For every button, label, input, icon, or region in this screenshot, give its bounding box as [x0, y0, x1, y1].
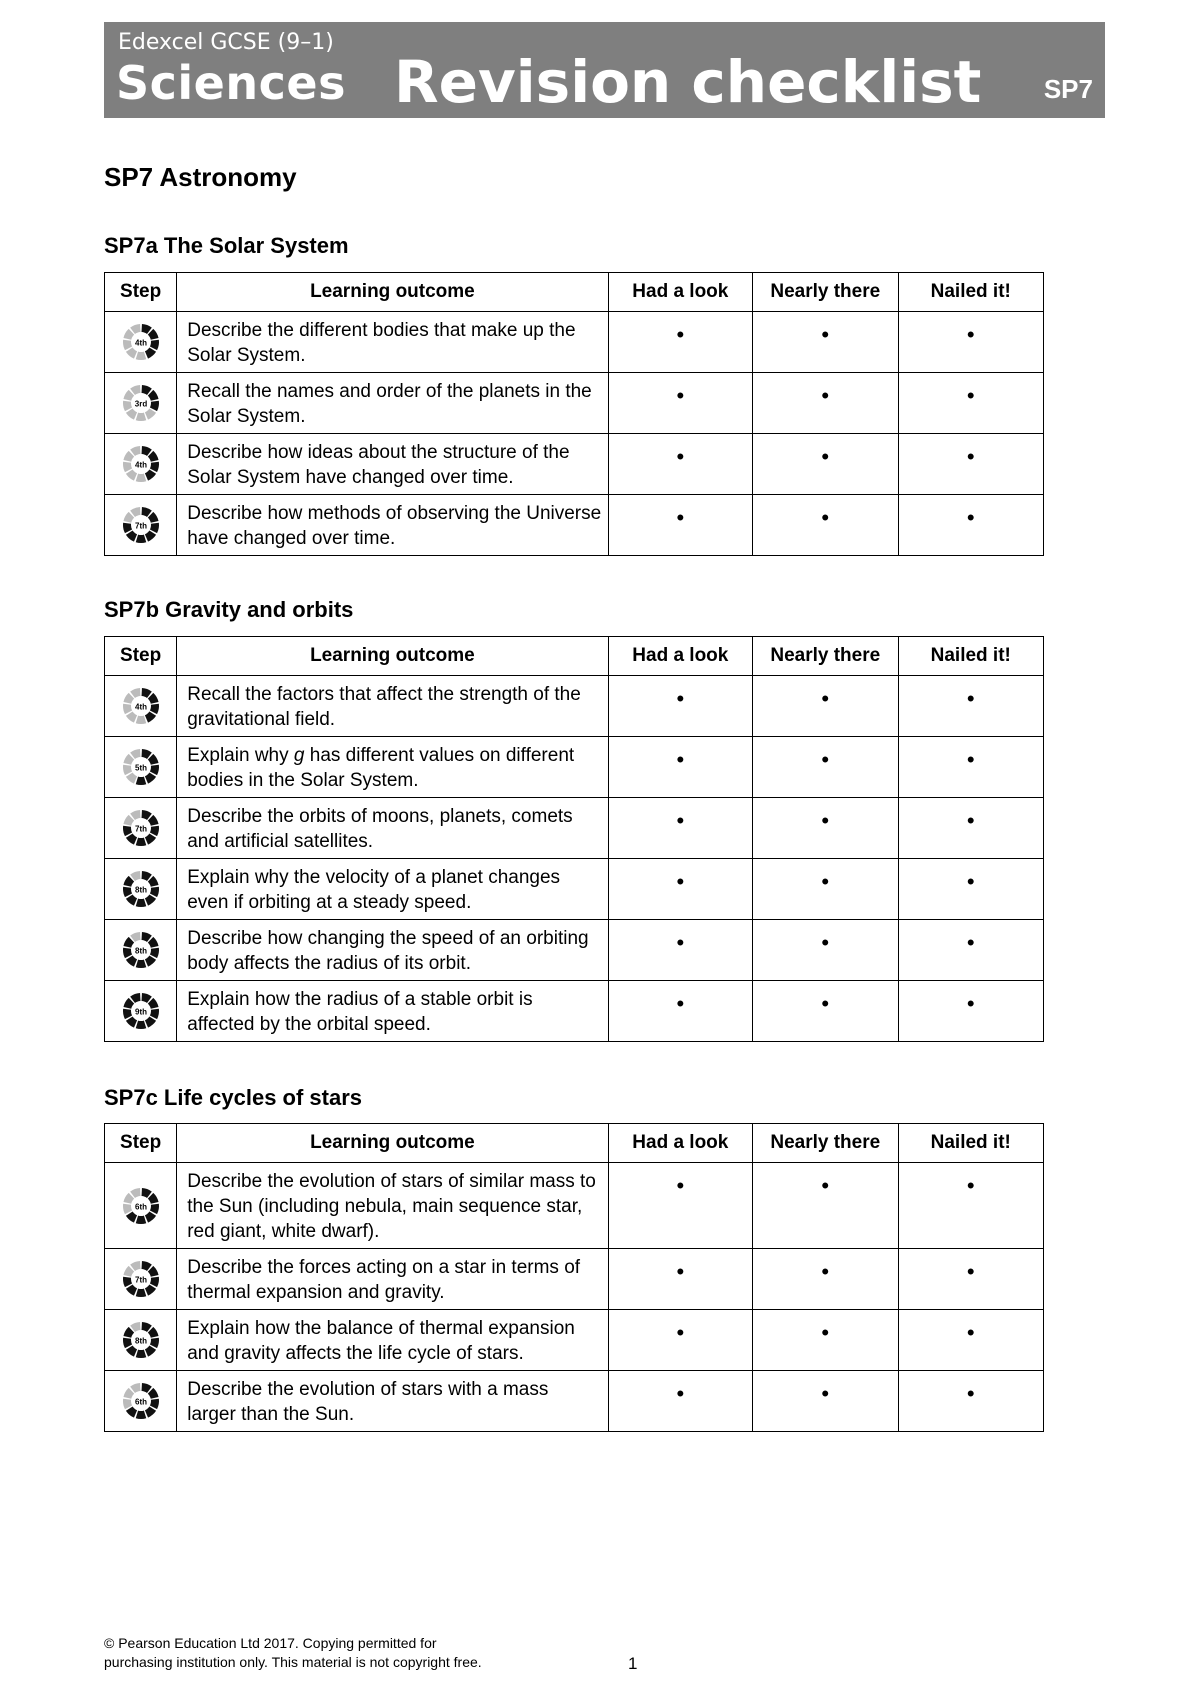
step-wheel-segment [145, 1211, 156, 1222]
col-header-nearly-there: Nearly there [753, 637, 898, 676]
nearly-there-checkbox[interactable] [753, 1371, 898, 1432]
table-header-row [105, 637, 1044, 676]
copyright-line-2: purchasing institution only. This material is not copyright free. [104, 1654, 482, 1670]
had-a-look-checkbox[interactable] [608, 920, 752, 981]
step-wheel-segment [123, 826, 132, 836]
step-wheel-segment [135, 1411, 146, 1419]
copyright-line-1: © Pearson Education Ltd 2017. Copying permitted for [104, 1635, 437, 1651]
nearly-there-checkbox[interactable] [753, 920, 898, 981]
bullet-marker: • [966, 505, 975, 530]
learning-outcome-cell [177, 981, 608, 1042]
nailed-it-checkbox[interactable] [898, 981, 1044, 1042]
exam-name: Edexcel GCSE (9–1) [118, 30, 334, 55]
step-cell [105, 495, 177, 556]
step-cell [105, 1310, 177, 1371]
step-wheel-segment [126, 894, 137, 905]
nearly-there-checkbox[interactable] [753, 373, 898, 434]
checklist-row [105, 434, 1044, 495]
bullet-marker: • [966, 1259, 975, 1284]
nailed-it-checkbox[interactable] [898, 1310, 1044, 1371]
had-a-look-checkbox[interactable] [608, 798, 752, 859]
bullet-marker: • [966, 991, 975, 1016]
learning-outcome-text: g [293, 745, 305, 766]
step-level-text: 8th [134, 946, 147, 956]
col-header-had-a-look: Had a look [608, 273, 752, 312]
bullet-marker: • [966, 747, 975, 772]
bullet-marker: • [821, 1173, 830, 1198]
step-wheel-segment [123, 1277, 132, 1287]
bullet-marker: • [966, 869, 975, 894]
nearly-there-checkbox[interactable] [753, 1163, 898, 1249]
nearly-there-checkbox[interactable] [753, 676, 898, 737]
step-wheel-segment [145, 408, 156, 419]
nearly-there-checkbox[interactable] [753, 1249, 898, 1310]
col-header-nearly-there: Nearly there [753, 1124, 898, 1163]
bullet-marker: • [821, 505, 830, 530]
col-header-had-a-look: Had a look [608, 1124, 752, 1163]
step-cell [105, 798, 177, 859]
learning-outcome-text: Describe how changing the speed of an orbiting body affects the radius of its orbit. [187, 928, 589, 974]
had-a-look-checkbox[interactable] [608, 737, 752, 798]
checklist-row [105, 798, 1044, 859]
step-wheel-segment [126, 1406, 137, 1417]
nearly-there-checkbox[interactable] [753, 312, 898, 373]
bullet-marker: • [821, 869, 830, 894]
step-cell [105, 981, 177, 1042]
step-wheel-segment [126, 469, 137, 480]
step-wheel-segment [150, 1203, 159, 1213]
learning-outcome-text: Describe the evolution of stars with a mass larger than the Sun. [187, 1379, 549, 1425]
step-wheel-segment [145, 711, 156, 722]
col-header-outcome: Learning outcome [177, 1124, 608, 1163]
step-wheel-segment [123, 1203, 132, 1213]
learning-outcome-text: Explain how the balance of thermal expansion and gravity affects the life cycle of stars. [187, 1318, 575, 1364]
step-level-text: 7th [134, 521, 147, 531]
step-wheel-segment [150, 1009, 159, 1019]
checklist-row [105, 920, 1044, 981]
nailed-it-checkbox[interactable] [898, 676, 1044, 737]
bullet-marker: • [966, 686, 975, 711]
step-cell [105, 373, 177, 434]
bullet-marker: • [821, 322, 830, 347]
checklist-row [105, 373, 1044, 434]
had-a-look-checkbox[interactable] [608, 1371, 752, 1432]
had-a-look-checkbox[interactable] [608, 495, 752, 556]
bullet-marker: • [821, 747, 830, 772]
nailed-it-checkbox[interactable] [898, 312, 1044, 373]
step-wheel-segment [135, 1021, 146, 1029]
step-wheel-segment [145, 894, 156, 905]
step-cell [105, 434, 177, 495]
learning-outcome-text: Explain why the velocity of a planet changes even if orbiting at a steady speed. [187, 867, 561, 913]
header-banner [104, 22, 1105, 118]
page-number: 1 [628, 1654, 638, 1673]
had-a-look-checkbox[interactable] [608, 1249, 752, 1310]
step-wheel-segment [123, 1338, 132, 1348]
learning-outcome-cell [177, 1310, 608, 1371]
learning-outcome-text: Describe the evolution of stars of similar mass to the Sun (including nebula, main sequence star, red giant, white dwarf). [187, 1171, 596, 1242]
step-wheel-segment [145, 955, 156, 966]
step-wheel-segment [145, 1406, 156, 1417]
section-heading-sp7b: SP7b Gravity and orbits [104, 597, 354, 622]
col-header-step: Step [105, 1124, 177, 1163]
checklist-row [105, 859, 1044, 920]
bullet-marker: • [966, 930, 975, 955]
learning-outcome-cell [177, 798, 608, 859]
learning-outcome-text: Explain how the radius of a stable orbit is affected by the orbital speed. [187, 989, 533, 1035]
step-wheel-segment [150, 1338, 159, 1348]
step-wheel-segment [145, 469, 156, 480]
step-cell [105, 312, 177, 373]
step-wheel-segment [123, 704, 132, 714]
bullet-marker: • [966, 1173, 975, 1198]
nailed-it-checkbox[interactable] [898, 373, 1044, 434]
nailed-it-checkbox[interactable] [898, 1249, 1044, 1310]
step-wheel-icon [121, 383, 161, 423]
step-wheel-icon [121, 869, 161, 909]
step-wheel-segment [135, 1289, 146, 1297]
page-title: SP7 Astronomy [104, 162, 297, 192]
step-wheel-segment [150, 401, 159, 411]
bullet-marker: • [821, 930, 830, 955]
step-wheel-segment [135, 960, 146, 968]
step-wheel-icon [121, 1186, 161, 1226]
step-level-text: 8th [134, 1336, 147, 1346]
bullet-marker: • [676, 444, 685, 469]
had-a-look-checkbox[interactable] [608, 859, 752, 920]
subject-name: Sciences [116, 56, 346, 110]
col-header-nailed-it: Nailed it! [898, 1124, 1044, 1163]
bullet-marker: • [676, 1320, 685, 1345]
step-level-text: 7th [134, 824, 147, 834]
step-wheel-icon [121, 1259, 161, 1299]
step-cell [105, 1249, 177, 1310]
step-wheel-segment [145, 772, 156, 783]
nearly-there-checkbox[interactable] [753, 798, 898, 859]
bullet-marker: • [966, 322, 975, 347]
learning-outcome-cell [177, 434, 608, 495]
learning-outcome-cell [177, 920, 608, 981]
step-cell [105, 737, 177, 798]
bullet-marker: • [966, 383, 975, 408]
step-wheel-segment [126, 1016, 137, 1027]
step-wheel-segment [145, 530, 156, 541]
checklist-row [105, 1163, 1044, 1249]
step-wheel-segment [126, 530, 137, 541]
section-heading-sp7a: SP7a The Solar System [104, 233, 349, 258]
step-wheel-segment [123, 887, 132, 897]
step-wheel-segment [123, 1009, 132, 1019]
copyright-footer [104, 1634, 482, 1672]
checklist-row [105, 981, 1044, 1042]
step-level-text: 6th [134, 1397, 147, 1407]
learning-outcome-text: Recall the factors that affect the strength of the gravitational field. [187, 684, 581, 730]
had-a-look-checkbox[interactable] [608, 676, 752, 737]
col-header-had-a-look: Had a look [608, 637, 752, 676]
step-wheel-segment [126, 1345, 137, 1356]
nailed-it-checkbox[interactable] [898, 859, 1044, 920]
step-wheel-segment [135, 777, 146, 785]
step-wheel-segment [150, 523, 159, 533]
step-wheel-segment [123, 765, 132, 775]
learning-outcome-text: has different values on different bodies in the Solar System. [187, 745, 575, 791]
step-wheel-segment [123, 401, 132, 411]
step-wheel-icon [121, 505, 161, 545]
had-a-look-checkbox[interactable] [608, 373, 752, 434]
col-header-nearly-there: Nearly there [753, 273, 898, 312]
step-wheel-icon [121, 747, 161, 787]
step-cell [105, 1163, 177, 1249]
step-wheel-icon [121, 930, 161, 970]
step-wheel-segment [135, 838, 146, 846]
step-wheel-segment [135, 716, 146, 724]
bullet-marker: • [676, 1173, 685, 1198]
bullet-marker: • [676, 808, 685, 833]
nailed-it-checkbox[interactable] [898, 737, 1044, 798]
step-wheel-segment [123, 523, 132, 533]
nearly-there-checkbox[interactable] [753, 859, 898, 920]
col-header-nailed-it: Nailed it! [898, 637, 1044, 676]
col-header-step: Step [105, 637, 177, 676]
step-wheel-segment [135, 352, 146, 360]
step-wheel-segment [145, 1016, 156, 1027]
step-wheel-segment [135, 1350, 146, 1358]
step-wheel-segment [150, 704, 159, 714]
bullet-marker: • [676, 1259, 685, 1284]
checklist-row [105, 676, 1044, 737]
step-wheel-segment [135, 474, 146, 482]
had-a-look-checkbox[interactable] [608, 312, 752, 373]
step-wheel-segment [135, 413, 146, 421]
step-wheel-segment [145, 833, 156, 844]
step-wheel-icon [121, 991, 161, 1031]
step-wheel-segment [126, 772, 137, 783]
step-wheel-segment [150, 887, 159, 897]
section-heading-sp7c: SP7c Life cycles of stars [104, 1085, 363, 1110]
bullet-marker: • [676, 322, 685, 347]
step-wheel-segment [150, 765, 159, 775]
nearly-there-checkbox[interactable] [753, 495, 898, 556]
bullet-marker: • [821, 686, 830, 711]
learning-outcome-text: Describe the orbits of moons, planets, comets and artificial satellites. [187, 806, 573, 852]
step-wheel-segment [123, 340, 132, 350]
step-level-text: 9th [134, 1007, 147, 1017]
nearly-there-checkbox[interactable] [753, 737, 898, 798]
step-wheel-segment [145, 1345, 156, 1356]
nailed-it-checkbox[interactable] [898, 1371, 1044, 1432]
step-wheel-icon [121, 444, 161, 484]
had-a-look-checkbox[interactable] [608, 1310, 752, 1371]
bullet-marker: • [966, 1381, 975, 1406]
learning-outcome-text: Describe the forces acting on a star in terms of thermal expansion and gravity. [187, 1257, 581, 1303]
bullet-marker: • [676, 383, 685, 408]
learning-outcome-text: Recall the names and order of the planets in the Solar System. [187, 381, 592, 427]
step-cell [105, 1371, 177, 1432]
had-a-look-checkbox[interactable] [608, 1163, 752, 1249]
step-wheel-icon [121, 322, 161, 362]
nailed-it-checkbox[interactable] [898, 434, 1044, 495]
checklist-row [105, 1249, 1044, 1310]
bullet-marker: • [821, 808, 830, 833]
checklist-table-sp7b [104, 636, 1044, 1042]
step-wheel-segment [126, 408, 137, 419]
learning-outcome-text: Describe how ideas about the structure of the Solar System have changed over time. [187, 442, 570, 488]
learning-outcome-text: Describe the different bodies that make up the Solar System. [187, 320, 576, 366]
bullet-marker: • [821, 383, 830, 408]
bullet-marker: • [821, 1320, 830, 1345]
bullet-marker: • [676, 991, 685, 1016]
learning-outcome-cell [177, 1371, 608, 1432]
nailed-it-checkbox[interactable] [898, 920, 1044, 981]
step-wheel-icon [121, 686, 161, 726]
step-wheel-segment [135, 1215, 146, 1223]
checklist-row [105, 495, 1044, 556]
bullet-marker: • [966, 808, 975, 833]
col-header-step: Step [105, 273, 177, 312]
bullet-marker: • [676, 505, 685, 530]
learning-outcome-cell [177, 373, 608, 434]
checklist-row [105, 737, 1044, 798]
nearly-there-checkbox[interactable] [753, 434, 898, 495]
step-cell [105, 920, 177, 981]
learning-outcome-cell [177, 1163, 608, 1249]
step-level-text: 8th [134, 885, 147, 895]
bullet-marker: • [676, 1381, 685, 1406]
table-header-row [105, 273, 1044, 312]
step-wheel-segment [150, 1277, 159, 1287]
step-wheel-segment [123, 1399, 132, 1409]
step-cell [105, 676, 177, 737]
had-a-look-checkbox[interactable] [608, 434, 752, 495]
document-title: Revision checklist [394, 48, 982, 116]
bullet-marker: • [676, 930, 685, 955]
step-level-text: 5th [134, 763, 147, 773]
bullet-marker: • [676, 869, 685, 894]
nearly-there-checkbox[interactable] [753, 1310, 898, 1371]
step-wheel-segment [150, 462, 159, 472]
learning-outcome-text: Explain why [187, 745, 294, 766]
learning-outcome-cell [177, 859, 608, 920]
unit-code: SP7 [1043, 74, 1093, 104]
nailed-it-checkbox[interactable] [898, 495, 1044, 556]
col-header-nailed-it: Nailed it! [898, 273, 1044, 312]
learning-outcome-cell [177, 1249, 608, 1310]
step-wheel-segment [126, 1284, 137, 1295]
bullet-marker: • [676, 747, 685, 772]
step-level-text: 7th [134, 1275, 147, 1285]
step-cell [105, 859, 177, 920]
step-wheel-segment [126, 1211, 137, 1222]
step-wheel-segment [145, 347, 156, 358]
step-wheel-segment [150, 1399, 159, 1409]
step-wheel-segment [126, 347, 137, 358]
bullet-marker: • [821, 1259, 830, 1284]
step-wheel-segment [145, 1284, 156, 1295]
bullet-marker: • [821, 991, 830, 1016]
step-wheel-segment [150, 340, 159, 350]
step-wheel-icon [121, 808, 161, 848]
checklist-row [105, 1371, 1044, 1432]
nailed-it-checkbox[interactable] [898, 1163, 1044, 1249]
bullet-marker: • [821, 1381, 830, 1406]
bullet-marker: • [966, 1320, 975, 1345]
step-wheel-segment [123, 462, 132, 472]
learning-outcome-text: Describe how methods of observing the Universe have changed over time. [187, 503, 602, 549]
had-a-look-checkbox[interactable] [608, 981, 752, 1042]
step-level-text: 4th [134, 702, 147, 712]
step-wheel-segment [126, 833, 137, 844]
checklist-table-sp7a [104, 272, 1044, 556]
checklist-row [105, 1310, 1044, 1371]
checklist-row [105, 312, 1044, 373]
nailed-it-checkbox[interactable] [898, 798, 1044, 859]
step-wheel-segment [126, 711, 137, 722]
bullet-marker: • [966, 444, 975, 469]
step-wheel-segment [150, 826, 159, 836]
step-level-text: 6th [134, 1202, 147, 1211]
step-level-text: 4th [134, 338, 147, 348]
step-wheel-segment [123, 948, 132, 958]
learning-outcome-cell [177, 495, 608, 556]
step-level-text: 4th [134, 460, 147, 470]
step-wheel-icon [121, 1381, 161, 1421]
learning-outcome-cell [177, 312, 608, 373]
step-wheel-segment [126, 955, 137, 966]
learning-outcome-cell [177, 737, 608, 798]
step-wheel-segment [135, 899, 146, 907]
bullet-marker: • [821, 444, 830, 469]
step-wheel-segment [135, 535, 146, 543]
table-header-row [105, 1124, 1044, 1163]
learning-outcome-cell [177, 676, 608, 737]
col-header-outcome: Learning outcome [177, 273, 608, 312]
col-header-outcome: Learning outcome [177, 637, 608, 676]
bullet-marker: • [676, 686, 685, 711]
step-wheel-icon [121, 1320, 161, 1360]
checklist-table-sp7c [104, 1123, 1044, 1432]
step-wheel-segment [150, 948, 159, 958]
step-level-text: 3rd [134, 399, 147, 409]
nearly-there-checkbox[interactable] [753, 981, 898, 1042]
